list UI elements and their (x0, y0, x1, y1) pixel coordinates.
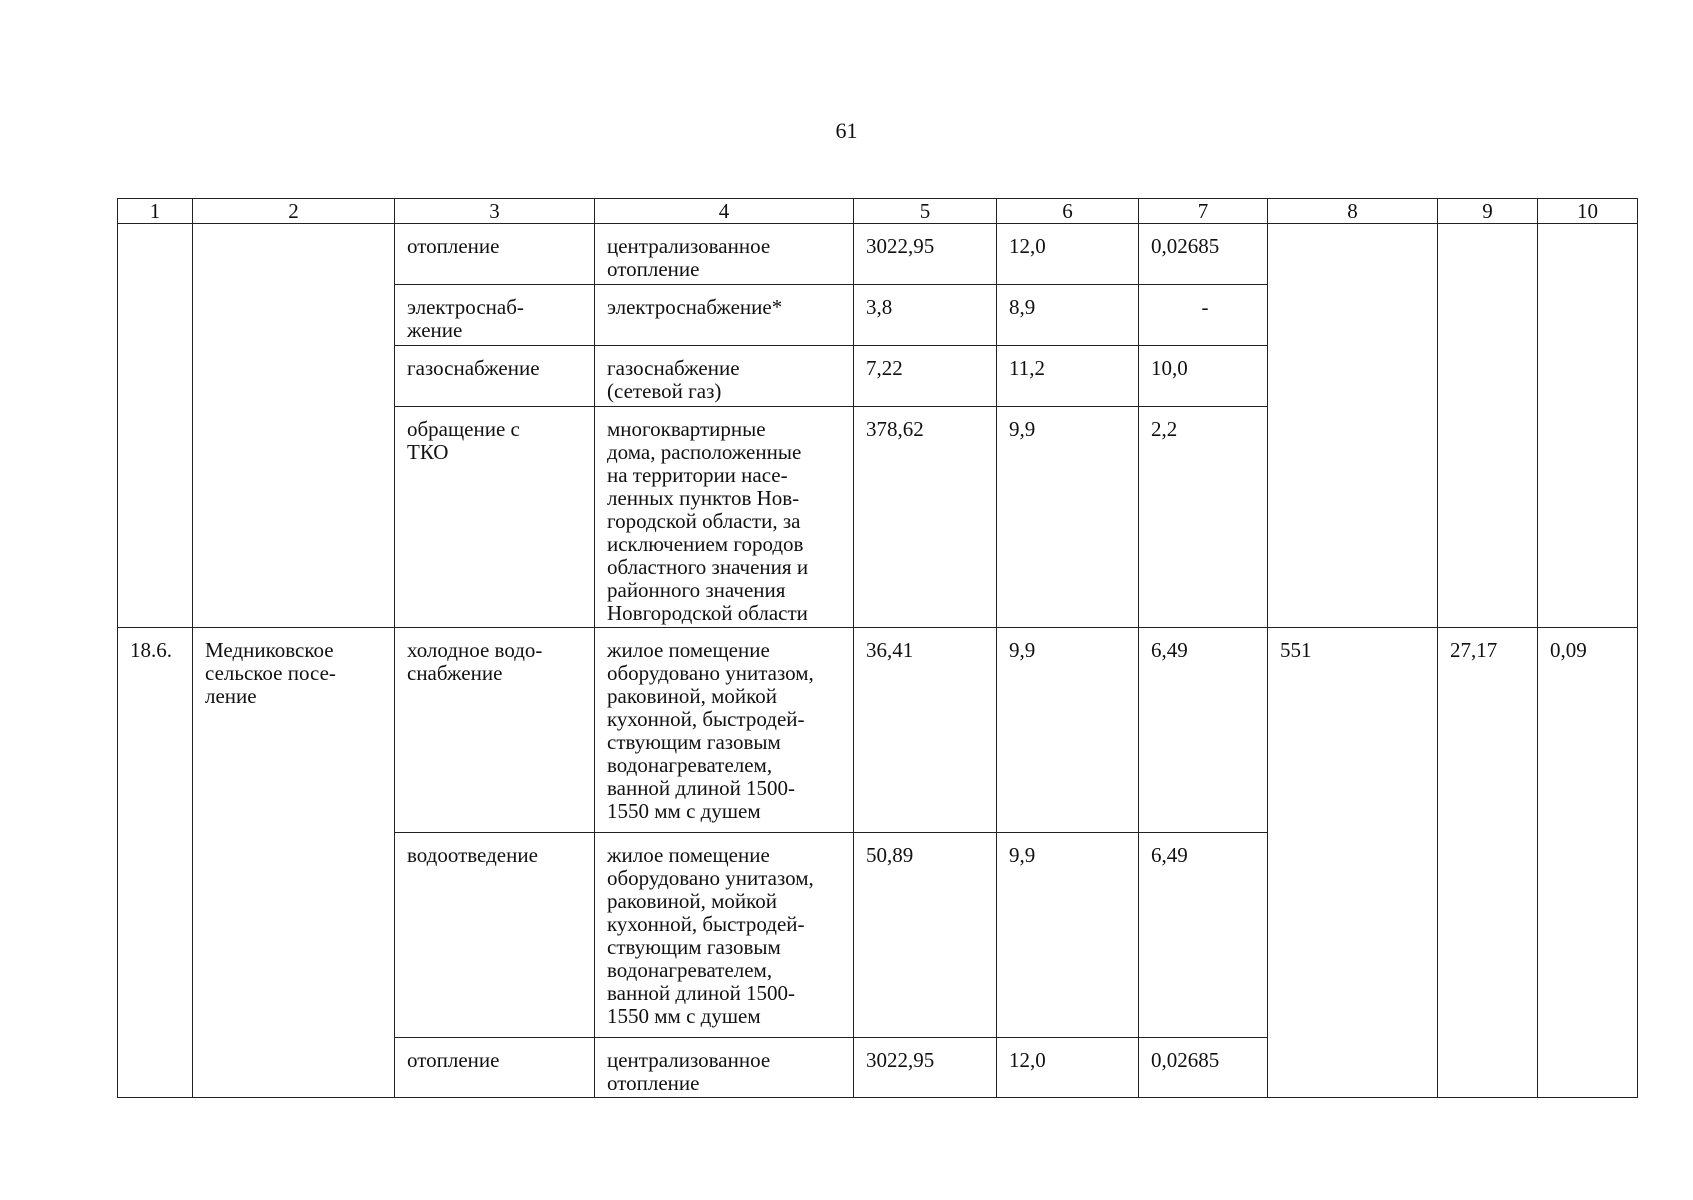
column-header: 5 (854, 199, 997, 224)
value-cell: 551 (1268, 628, 1438, 1098)
value-cell: 3022,95 (854, 224, 997, 285)
number-cell (118, 224, 193, 628)
value-cell: 12,0 (997, 1038, 1139, 1098)
description-cell: газоснабжение (сетевой газ) (595, 346, 854, 407)
column-header: 7 (1139, 199, 1268, 224)
value-cell: 12,0 (997, 224, 1139, 285)
service-cell: обращение с ТКО (395, 407, 595, 628)
value-cell: 9,9 (997, 833, 1139, 1038)
settlement-cell: Медниковское сельское посе- ление (193, 628, 395, 1098)
column-number-row (118, 199, 1638, 224)
value-cell: 6,49 (1139, 628, 1268, 833)
value-cell: 8,9 (997, 285, 1139, 346)
value-cell: 27,17 (1438, 628, 1538, 1098)
description-cell: централизованное отопление (595, 1038, 854, 1098)
value-cell: 0,09 (1538, 628, 1638, 1098)
page-number: 61 (835, 118, 858, 143)
column-header: 3 (395, 199, 595, 224)
description-cell: многоквартирные дома, расположенные на территории насе- ленных пунктов Нов- городской области, за исключением городов областного значения и районного значения Новгородской области (595, 407, 854, 628)
value-cell: 6,49 (1139, 833, 1268, 1038)
column-header: 6 (997, 199, 1139, 224)
column-header: 4 (595, 199, 854, 224)
value-cell: 11,2 (997, 346, 1139, 407)
value-cell: 378,62 (854, 407, 997, 628)
value-cell (1268, 224, 1438, 628)
service-cell: газоснабжение (395, 346, 595, 407)
value-cell: 3,8 (854, 285, 997, 346)
service-cell: отопление (395, 224, 595, 285)
service-cell: электроснаб- жение (395, 285, 595, 346)
value-cell: 9,9 (997, 407, 1139, 628)
value-cell: 2,2 (1139, 407, 1268, 628)
value-cell: 0,02685 (1139, 224, 1268, 285)
number-cell: 18.6. (118, 628, 193, 1098)
column-header: 1 (118, 199, 193, 224)
settlement-cell (193, 224, 395, 628)
value-cell: 9,9 (997, 628, 1139, 833)
description-cell: жилое помещение оборудовано унитазом, раковиной, мойкой кухонной, быстродей- ствующим газовым водонагревателем, ванной длиной 1500- 1550 мм с душем (595, 833, 854, 1038)
column-header: 8 (1268, 199, 1438, 224)
value-cell: 3022,95 (854, 1038, 997, 1098)
service-cell: отопление (395, 1038, 595, 1098)
value-cell: - (1139, 285, 1268, 346)
service-cell: холодное водо- снабжение (395, 628, 595, 833)
value-cell: 36,41 (854, 628, 997, 833)
column-header: 10 (1538, 199, 1638, 224)
description-cell: жилое помещение оборудовано унитазом, раковиной, мойкой кухонной, быстродей- ствующим газовым водонагревателем, ванной длиной 1500- 1550 мм с душем (595, 628, 854, 833)
value-cell: 7,22 (854, 346, 997, 407)
column-header: 2 (193, 199, 395, 224)
column-header: 9 (1438, 199, 1538, 224)
tariff-table (117, 198, 1638, 1098)
description-cell: централизованное отопление (595, 224, 854, 285)
table-row (118, 628, 1638, 833)
value-cell: 50,89 (854, 833, 997, 1038)
value-cell: 0,02685 (1139, 1038, 1268, 1098)
description-cell: электроснабжение* (595, 285, 854, 346)
service-cell: водоотведение (395, 833, 595, 1038)
value-cell (1538, 224, 1638, 628)
table-row (118, 224, 1638, 285)
value-cell: 10,0 (1139, 346, 1268, 407)
value-cell (1438, 224, 1538, 628)
